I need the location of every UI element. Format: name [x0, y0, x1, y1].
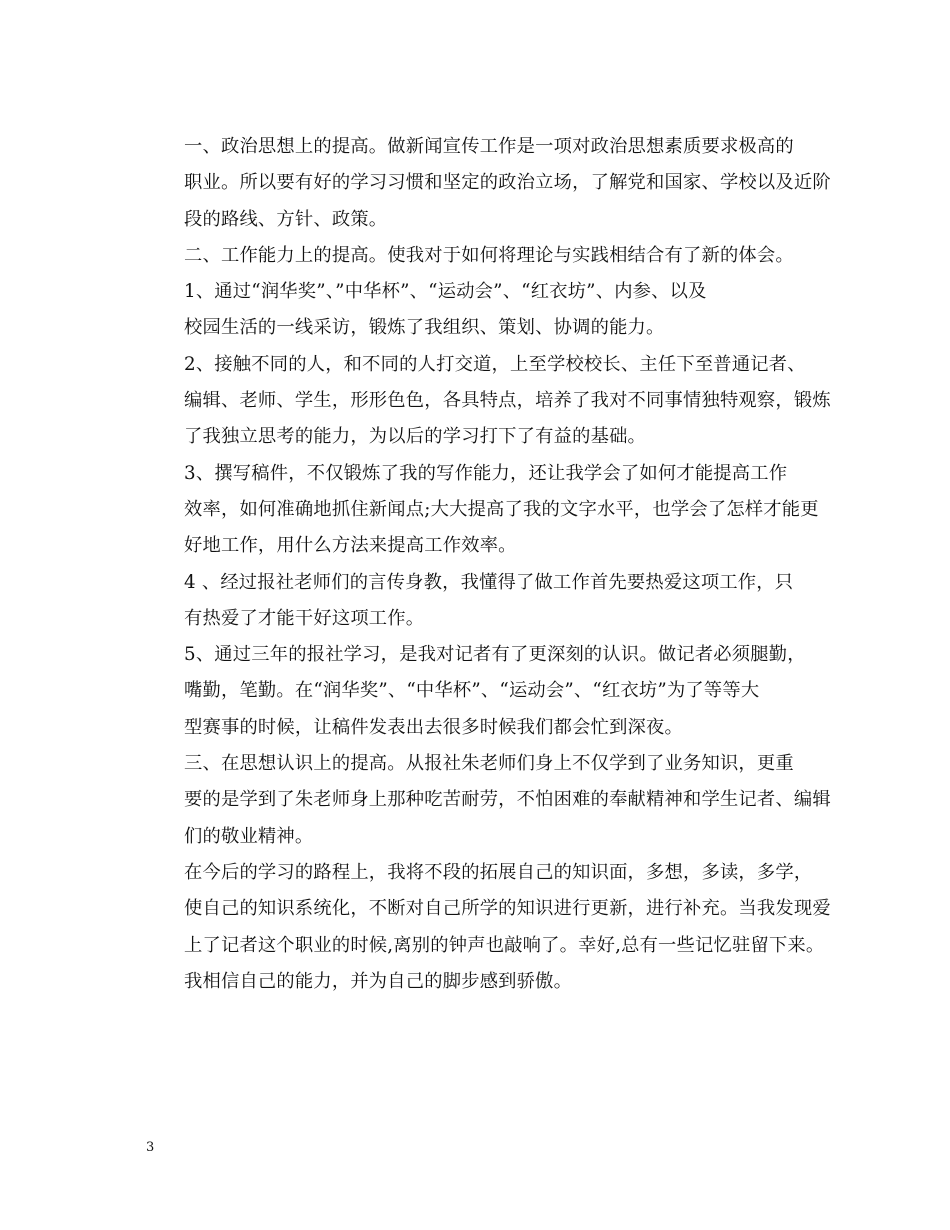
text-line: 2、接触不同的人，和不同的人打交道，上至学校校长、主任下至普通记者、: [184, 353, 806, 375]
text-line: 使自己的知识系统化，不断对自己所学的知识进行更新，进行补充。当我发现爱: [184, 898, 831, 920]
text-line: 了我独立思考的能力，为以后的学习打下了有益的基础。: [184, 426, 647, 448]
text-line: 型赛事的时候，让稿件发表出去很多时候我们都会忙到深夜。: [184, 716, 683, 738]
text-line: 段的路线、方针、政策。: [184, 208, 388, 230]
text-line: 1、通过“润华奖”、”中华杯”、“运动会”、“红衣坊”、内参、以及: [184, 281, 707, 303]
text-line: 好地工作，用什么方法来提高工作效率。: [184, 535, 517, 557]
text-line: 嘴勤，笔勤。在“润华奖”、“中华杯”、“运动会”、“红衣坊”为了等等大: [184, 680, 760, 702]
document-body: [146, 129, 831, 1000]
text-line: 5、通过三年的报社学习，是我对记者有了更深刻的认识。做记者必须腿勤，: [184, 644, 806, 666]
text-line: 3、撰写稿件，不仅锻炼了我的写作能力，还让我学会了如何才能提高工作: [184, 462, 788, 484]
text-line: 上了记者这个职业的时候,离别的钟声也敲响了。幸好,总有一些记忆驻留下来。: [184, 934, 825, 956]
text-line: 有热爱了才能干好这项工作。: [184, 607, 425, 629]
paragraph-work-ability: [146, 238, 814, 274]
text-line: 4 、经过报社老师们的言传身教，我懂得了做工作首先要热爱这项工作，只: [184, 571, 794, 593]
text-line: 二、工作能力上的提高。使我对于如何将理论与实践相结合有了新的体会。: [184, 244, 794, 266]
text-line: 三、在思想认识上的提高。从报社朱老师们身上不仅学到了业务知识，更重: [184, 753, 794, 775]
paragraph-item-4: [146, 565, 814, 638]
paragraph-thinking-improvement: [146, 746, 831, 855]
text-line: 一、政治思想上的提高。做新闻宣传工作是一项对政治思想素质要求极高的: [184, 136, 794, 157]
text-line: 要的是学到了朱老师身上那种吃苦耐劳，不怕困难的奉献精神和学生记者、编辑: [184, 789, 831, 811]
text-line: 校园生活的一线采访，锻炼了我组织、策划、协调的能力。: [184, 317, 665, 339]
paragraph-item-1: [146, 274, 814, 347]
page-number: 3: [146, 1140, 155, 1155]
paragraph-political-improvement: [146, 129, 831, 238]
text-line: 职业。所以要有好的学习习惯和坚定的政治立场，了解党和国家、学校以及近阶: [184, 172, 831, 194]
text-line: 们的敬业精神。: [184, 825, 314, 847]
paragraph-conclusion: [146, 855, 831, 1000]
paragraph-item-5: [146, 637, 814, 746]
text-line: 我相信自己的能力，并为自己的脚步感到骄傲。: [184, 970, 573, 992]
text-line: 效率，如何准确地抓住新闻点;大大提高了我的文字水平，也学会了怎样才能更: [184, 498, 819, 520]
text-line: 在今后的学习的路程上，我将不段的拓展自己的知识面，多想，多读，多学，: [184, 861, 813, 883]
paragraph-item-2: [146, 347, 831, 456]
paragraph-item-3: [146, 456, 819, 565]
text-line: 编辑、老师、学生，形形色色，各具特点，培养了我对不同事情独特观察，锻炼: [184, 390, 831, 412]
